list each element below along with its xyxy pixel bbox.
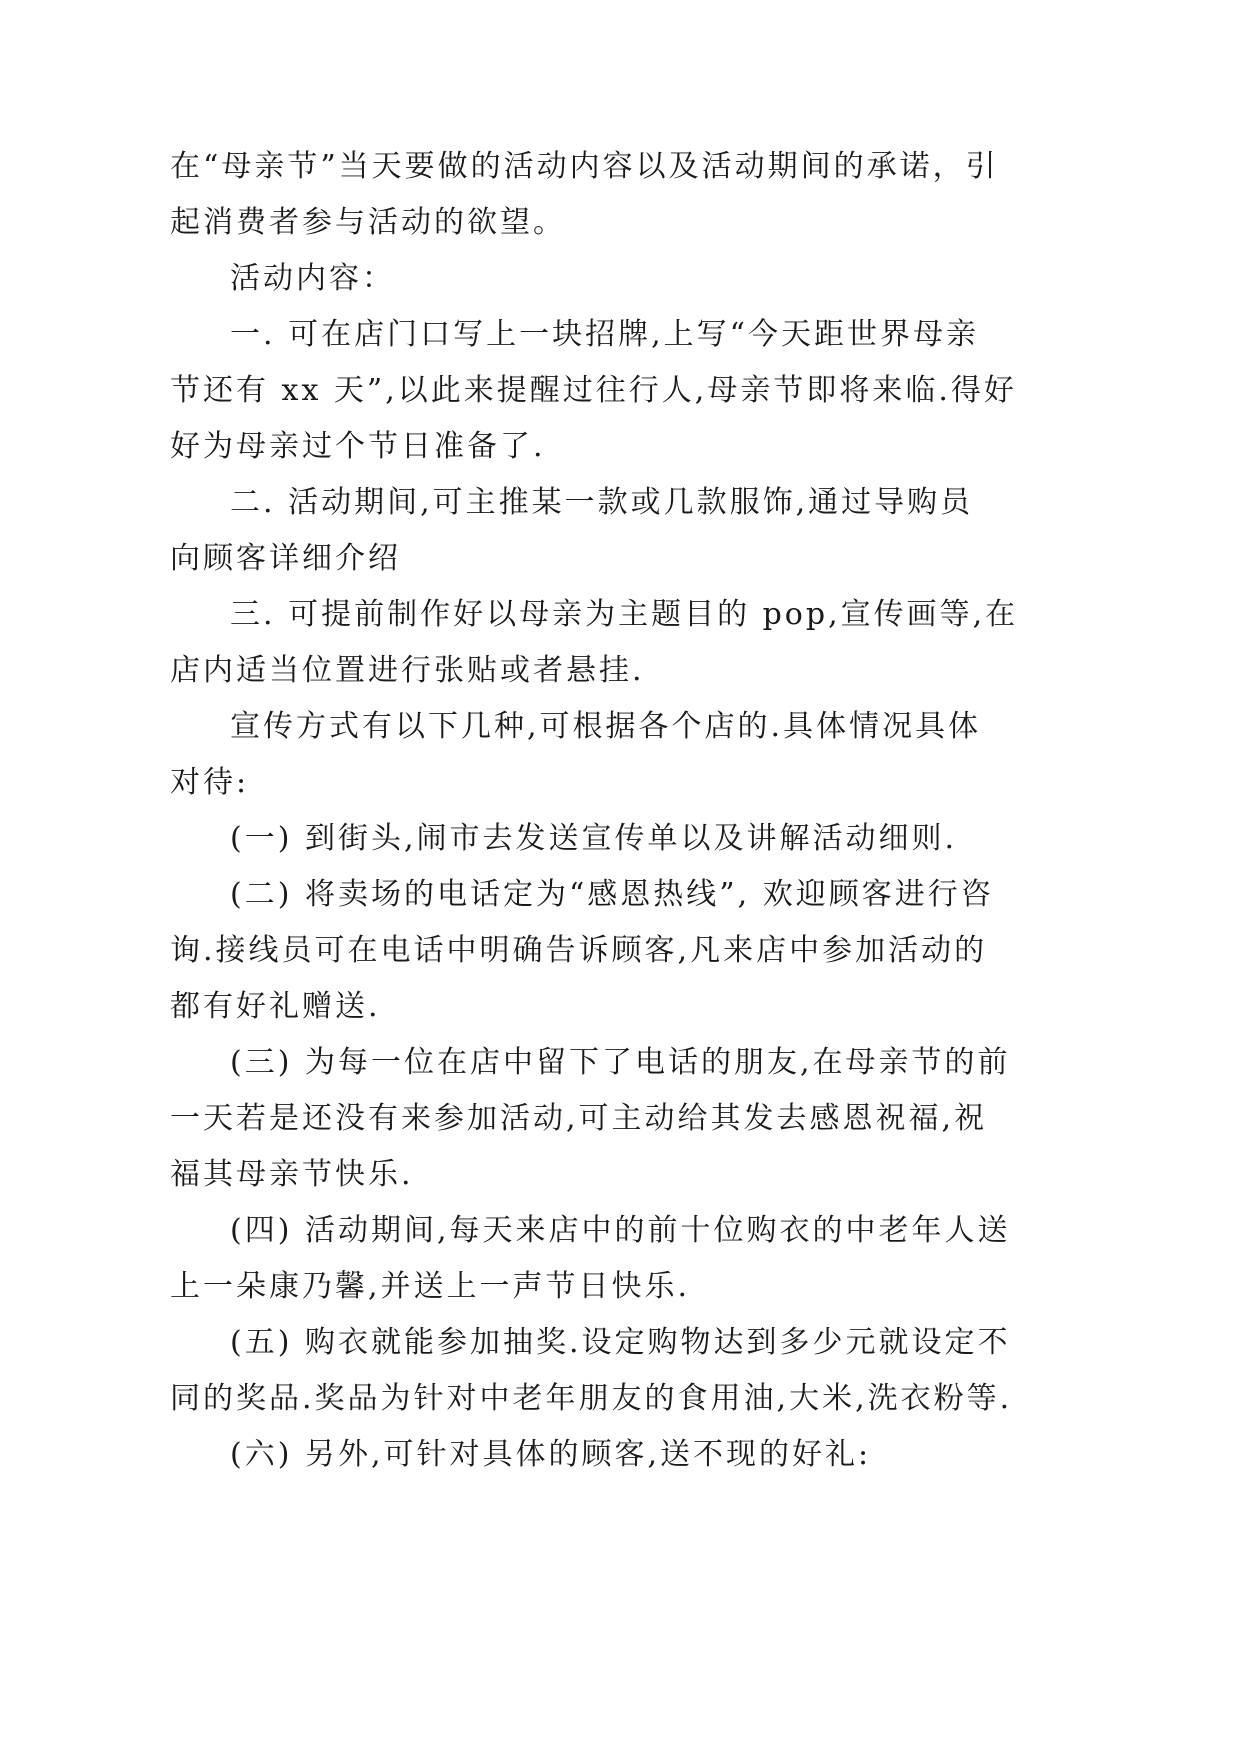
promo-5-line-1: (五) 购衣就能参加抽奖.设定购物达到多少元就设定不 (230, 1325, 1011, 1360)
promo-2-line-1: (二) 将卖场的电话定为“感恩热线”, 欢迎顾客进行咨 (230, 877, 994, 912)
promo-3-line-1: (三) 为每一位在店中留下了电话的朋友,在母亲节的前 (230, 1045, 1011, 1080)
promo-3-line-3: 福其母亲节快乐. (170, 1157, 414, 1192)
promo-4-line-2: 上一朵康乃馨,并送上一声节日快乐. (170, 1269, 691, 1304)
promo-5-line-2: 同的奖品.奖品为针对中老年朋友的食用油,大米,洗衣粉等. (170, 1381, 1013, 1416)
item-1-line-2: 节还有 xx 天”,以此来提醒过往行人,母亲节即将来临.得好 (170, 373, 1017, 408)
promo-3-line-2: 一天若是还没有来参加活动,可主动给其发去感恩祝福,祝 (170, 1101, 988, 1136)
paragraph-intro-line-1: 在“母亲节”当天要做的活动内容以及活动期间的承诺，引 (170, 149, 999, 184)
item-1-line-3: 好为母亲过个节日准备了. (170, 429, 546, 464)
promo-6-line-1: (六) 另外,可针对具体的顾客,送不现的好礼: (230, 1437, 872, 1472)
item-3-line-1: 三. 可提前制作好以母亲为主题目的 pop,宣传画等,在 (230, 597, 1019, 632)
item-2-line-2: 向顾客详细介绍 (170, 541, 401, 576)
promo-2-line-2: 询.接线员可在电话中明确告诉顾客,凡来店中参加活动的 (170, 933, 988, 968)
item-1-line-1: 一. 可在店门口写上一块招牌,上写“今天距世界母亲 (230, 317, 979, 352)
paragraph-intro-line-2: 起消费者参与活动的欲望。 (170, 205, 566, 240)
activity-heading: 活动内容： (230, 261, 395, 296)
promo-1-line-1: (一) 到街头,闹市去发送宣传单以及讲解活动细则. (230, 821, 958, 856)
promo-2-line-3: 都有好礼赠送. (170, 989, 381, 1024)
promo-heading-line-1: 宣传方式有以下几种,可根据各个店的.具体情况具体 (230, 709, 982, 744)
item-3-line-2: 店内适当位置进行张贴或者悬挂. (170, 653, 645, 688)
promo-4-line-1: (四) 活动期间,每天来店中的前十位购衣的中老年人送 (230, 1213, 1011, 1248)
item-2-line-1: 二. 活动期间,可主推某一款或几款服饰,通过导购员 (230, 485, 974, 520)
promo-heading-line-2: 对待: (170, 765, 250, 800)
